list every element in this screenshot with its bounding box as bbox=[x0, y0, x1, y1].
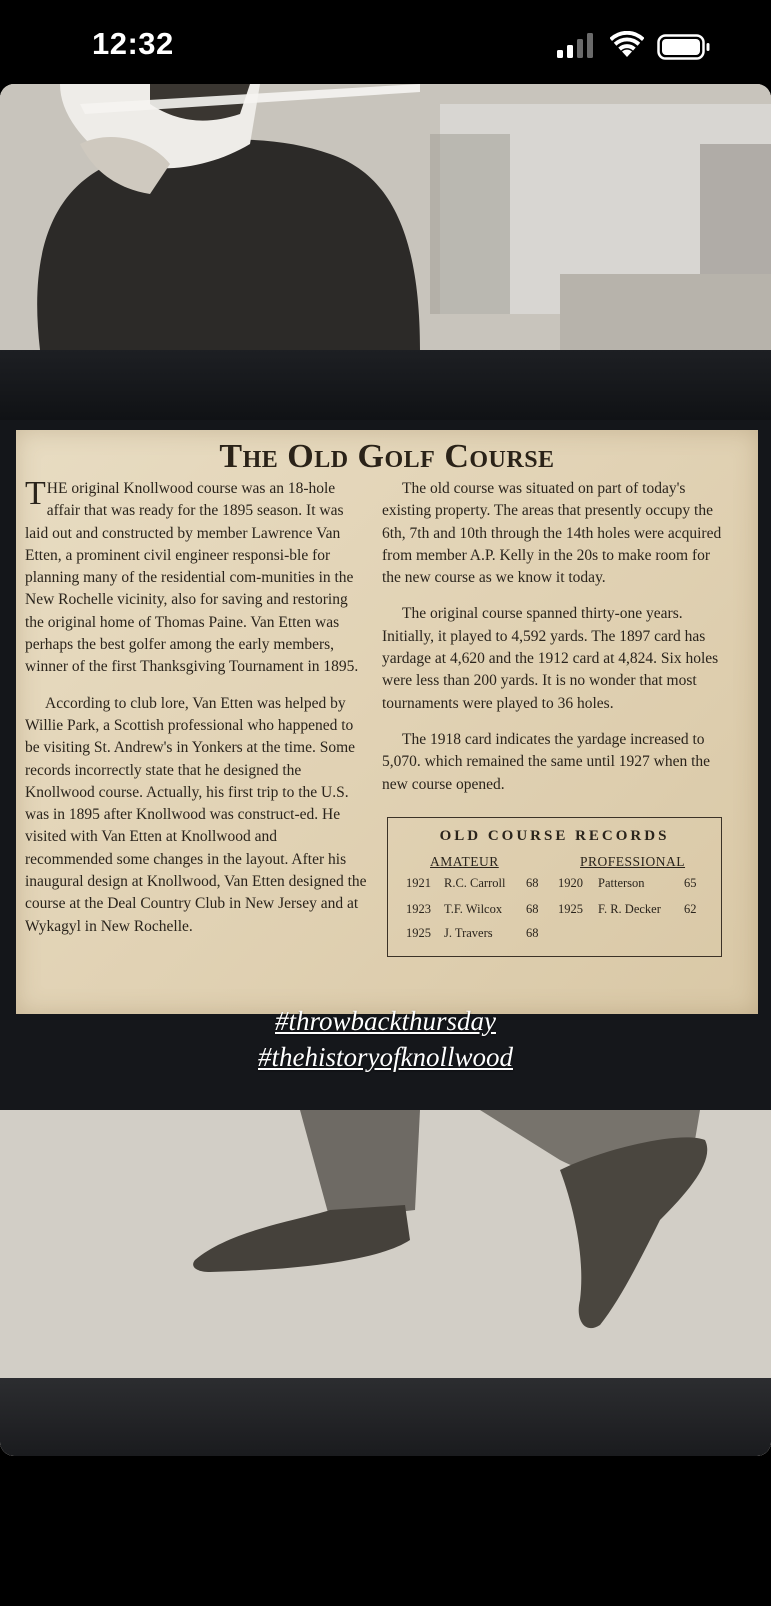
story-media[interactable] bbox=[0, 84, 771, 1456]
professional-record-row bbox=[558, 876, 697, 891]
right-paragraph-3: The 1918 card indicates the yardage increased to 5,070. which remained the same until 1927 when the new course opened. bbox=[382, 730, 711, 793]
wifi-icon bbox=[610, 31, 644, 59]
record-name: J. Travers bbox=[444, 926, 493, 940]
left-paragraph-2: According to club lore, Van Etten was helped by Willie Park, a Scottish professional who happened to be visiting St. Andrew's in Yonkers at the time. Some records incorrectly state that he designed the Knollwood course. Actually, his first trip to the U.S. was in 1895 after Knollwood was construct-ed. He visited with Van Etten at Knollwood and recommended some changes in the layout. After his inaugural design at Knollwood, Van Etten designed the course at the Deal Country Club in New Jersey and at Wykagyl in New Rochelle. bbox=[25, 694, 367, 935]
plaque-left-column bbox=[25, 475, 367, 938]
hashtag-history[interactable]: #thehistoryofknollwood bbox=[258, 1042, 513, 1072]
amateur-record-row bbox=[406, 902, 539, 917]
status-bar bbox=[0, 0, 771, 84]
amateur-record-row bbox=[406, 876, 539, 891]
record-score: 68 bbox=[526, 926, 539, 940]
record-year: 1921 bbox=[406, 876, 431, 890]
drop-cap: T bbox=[25, 475, 46, 512]
right-paragraph-2: The original course spanned thirty-one years. Initially, it played to 4,592 yards. The 1897 card has yardage at 4,620 and the 1912 card at 4,824. Six holes were less than 200 yards. It is no wonder that most tournaments were played to 36 holes. bbox=[382, 605, 719, 712]
history-plaque bbox=[16, 430, 758, 1014]
record-year: 1925 bbox=[558, 902, 583, 916]
record-name: T.F. Wilcox bbox=[444, 902, 503, 916]
record-score: 62 bbox=[684, 902, 697, 916]
status-time: 12:32 bbox=[92, 26, 174, 61]
records-title: OLD COURSE RECORDS bbox=[439, 828, 670, 844]
record-score: 68 bbox=[526, 876, 539, 890]
cellular-signal-icon bbox=[556, 33, 596, 59]
record-name: Patterson bbox=[598, 876, 645, 890]
record-year: 1920 bbox=[558, 876, 583, 890]
record-year: 1923 bbox=[406, 902, 431, 916]
professional-record-row bbox=[558, 902, 697, 917]
record-year: 1925 bbox=[406, 926, 431, 940]
amateur-record-row bbox=[406, 926, 539, 941]
golfer-photo-top bbox=[0, 84, 771, 350]
hashtag-throwback[interactable]: #throwbackthursday bbox=[275, 1006, 496, 1036]
battery-icon bbox=[657, 34, 711, 60]
record-score: 68 bbox=[526, 902, 539, 916]
plaque-title: The Old Golf Course bbox=[219, 438, 555, 475]
record-score: 65 bbox=[684, 876, 697, 890]
left-paragraph-1: HE original Knollwood course was an 18-hole affair that was ready for the 1895 season. It was laid out and constructed by member Lawrence Van Etten, a prominent civil engineer responsi-ble for planning many of the residential com-munities in the New Rochelle vicinity, also for saving and restoring the original home of Thomas Paine. Van Etten was perhaps the best golfer among the early members, winner of the first Thanksgiving Tournament in 1895. bbox=[25, 480, 359, 676]
plaque-right-column bbox=[382, 478, 732, 796]
record-name: F. R. Decker bbox=[598, 902, 661, 916]
right-paragraph-1: The old course was situated on part of today's existing property. The areas that presently occupy the 6th, 7th and 10th through the 14th holes were acquired from member A.P. Kelly in the 20s to make room for the new course as we know it today. bbox=[382, 480, 722, 587]
professional-heading: PROFESSIONAL bbox=[580, 854, 686, 869]
frame-edge bbox=[0, 1378, 771, 1456]
frame-bevel bbox=[0, 350, 771, 420]
amateur-heading: AMATEUR bbox=[430, 854, 499, 869]
record-name: R.C. Carroll bbox=[444, 876, 506, 890]
course-records-box bbox=[387, 817, 722, 957]
